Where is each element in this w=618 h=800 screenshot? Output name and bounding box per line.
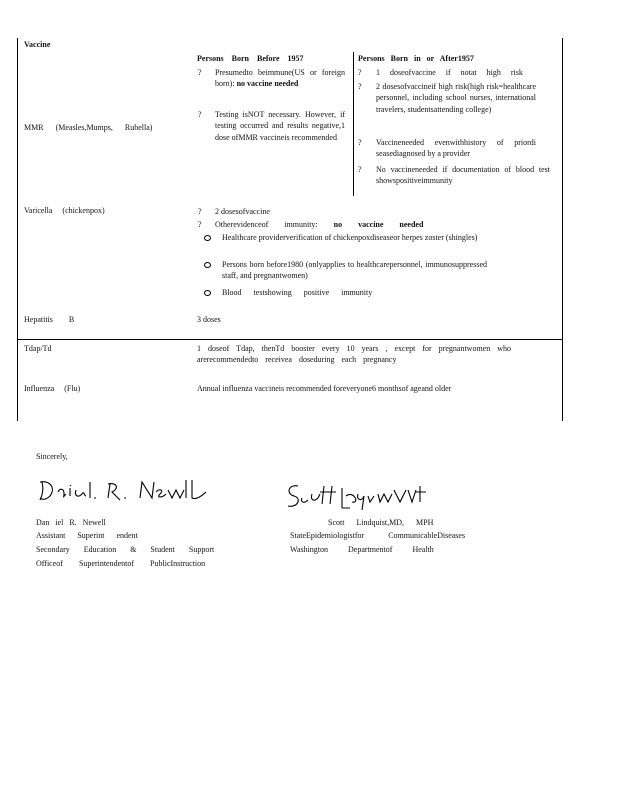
signer2-name: Scott Lindquist,MD, MPH: [328, 518, 434, 527]
circle-bullet-icon: [204, 235, 211, 241]
column-divider: [353, 52, 354, 196]
signer2-title1: StateEpidemiologistfor CommunicableDiseases: [290, 531, 466, 540]
table-right-border: [562, 38, 563, 421]
tdap-value: 1 doseof Tdap, thenTd booster every 10 years , except for pregnantwomen who arerecommendedto receivea doseduring each pregnancy: [197, 344, 511, 365]
flu-value: Annual influenza vaccineis recommended foreveryone6 monthsof ageand older: [197, 384, 452, 393]
bullet-icon: ?: [358, 138, 362, 147]
signer1-title2: Secondary Education & Student Support: [36, 545, 215, 554]
bullet-icon: ?: [358, 68, 362, 77]
circle-bullet-icon: [204, 262, 211, 268]
table-row-divider: [17, 339, 563, 340]
signer2-title2: Washington Departmentof Health: [290, 545, 434, 554]
header-vaccine: Vaccine: [24, 40, 51, 49]
table-left-border: [17, 38, 18, 421]
header-before-1957: Persons Born Before 1957: [197, 54, 304, 63]
varicella-item-1: 2 dosesofvaccine: [215, 207, 270, 216]
bullet-icon: ?: [198, 220, 202, 229]
varicella-item-2: [215, 219, 423, 230]
closing-text: Sincerely,: [36, 452, 68, 461]
varicella-subitem-3: Blood testshowing positive immunity: [222, 288, 373, 297]
varicella-subitem-1: Healthcare providerverification of chickenpoxdiseaseor herpes zoster (shingles): [222, 233, 478, 242]
varicella-subitem-2: Persons born before1980 (onlyapplies to healthcarepersonnel, immunosuppressed staff, and pregnantwomen): [222, 260, 487, 281]
varicella-item-2-text: Otherevidenceof immunity:: [215, 220, 334, 229]
tdap-label: Tdap/Td: [24, 344, 52, 353]
header-after-1957: Persons Born in or After1957: [358, 54, 474, 63]
mmr-label: MMR (Measles,Mumps, Rubella): [24, 123, 153, 132]
signature-newell: [36, 474, 216, 508]
signer1-title3: Officeof Superintendentof PublicInstruction: [36, 559, 206, 568]
flu-label: Influenza (Flu): [24, 384, 81, 393]
signer1-title1: Assistant Superint endent: [36, 531, 138, 540]
mmr-after-item-2: 2 dosesofvaccineif high risk(high risk=healthcare personnel, including school nurses, international travelers, studentsattending college): [376, 82, 536, 114]
signer1-name: Dan iel R. Newell: [36, 518, 106, 527]
bullet-icon: ?: [358, 165, 362, 174]
signature-lindquist: [284, 480, 434, 512]
mmr-before-item-2: Testing isNOT necessary. However, if testing occurred and results negative,1 dose ofMMR vaccineis recommended: [215, 110, 345, 142]
mmr-before-1-bold: no vaccine needed: [236, 79, 299, 89]
mmr-after-item-3: Vaccineneeded evenwithhistory of priordi seasediagnosed by a provider: [376, 138, 536, 159]
varicella-item-2-bold: no vaccine needed: [333, 220, 424, 229]
bullet-icon: ?: [198, 110, 202, 119]
bullet-icon: ?: [198, 68, 202, 77]
mmr-before-1-text: Presumedto beimmune(US or foreign born):: [215, 68, 345, 89]
bullet-icon: ?: [358, 82, 362, 91]
mmr-before-item-1: [215, 67, 345, 90]
mmr-after-item-4: No vaccineneeded if documentation of blood test showspositiveimmunity: [376, 165, 550, 186]
hepb-label: Hepatitis B: [24, 315, 75, 324]
varicella-label: Varicella (chickenpox): [24, 206, 105, 215]
circle-bullet-icon: [204, 290, 211, 296]
mmr-after-item-1: 1 doseofvaccine if notat high risk: [376, 68, 523, 77]
hepb-value: 3 doses: [197, 315, 221, 324]
bullet-icon: ?: [198, 207, 202, 216]
